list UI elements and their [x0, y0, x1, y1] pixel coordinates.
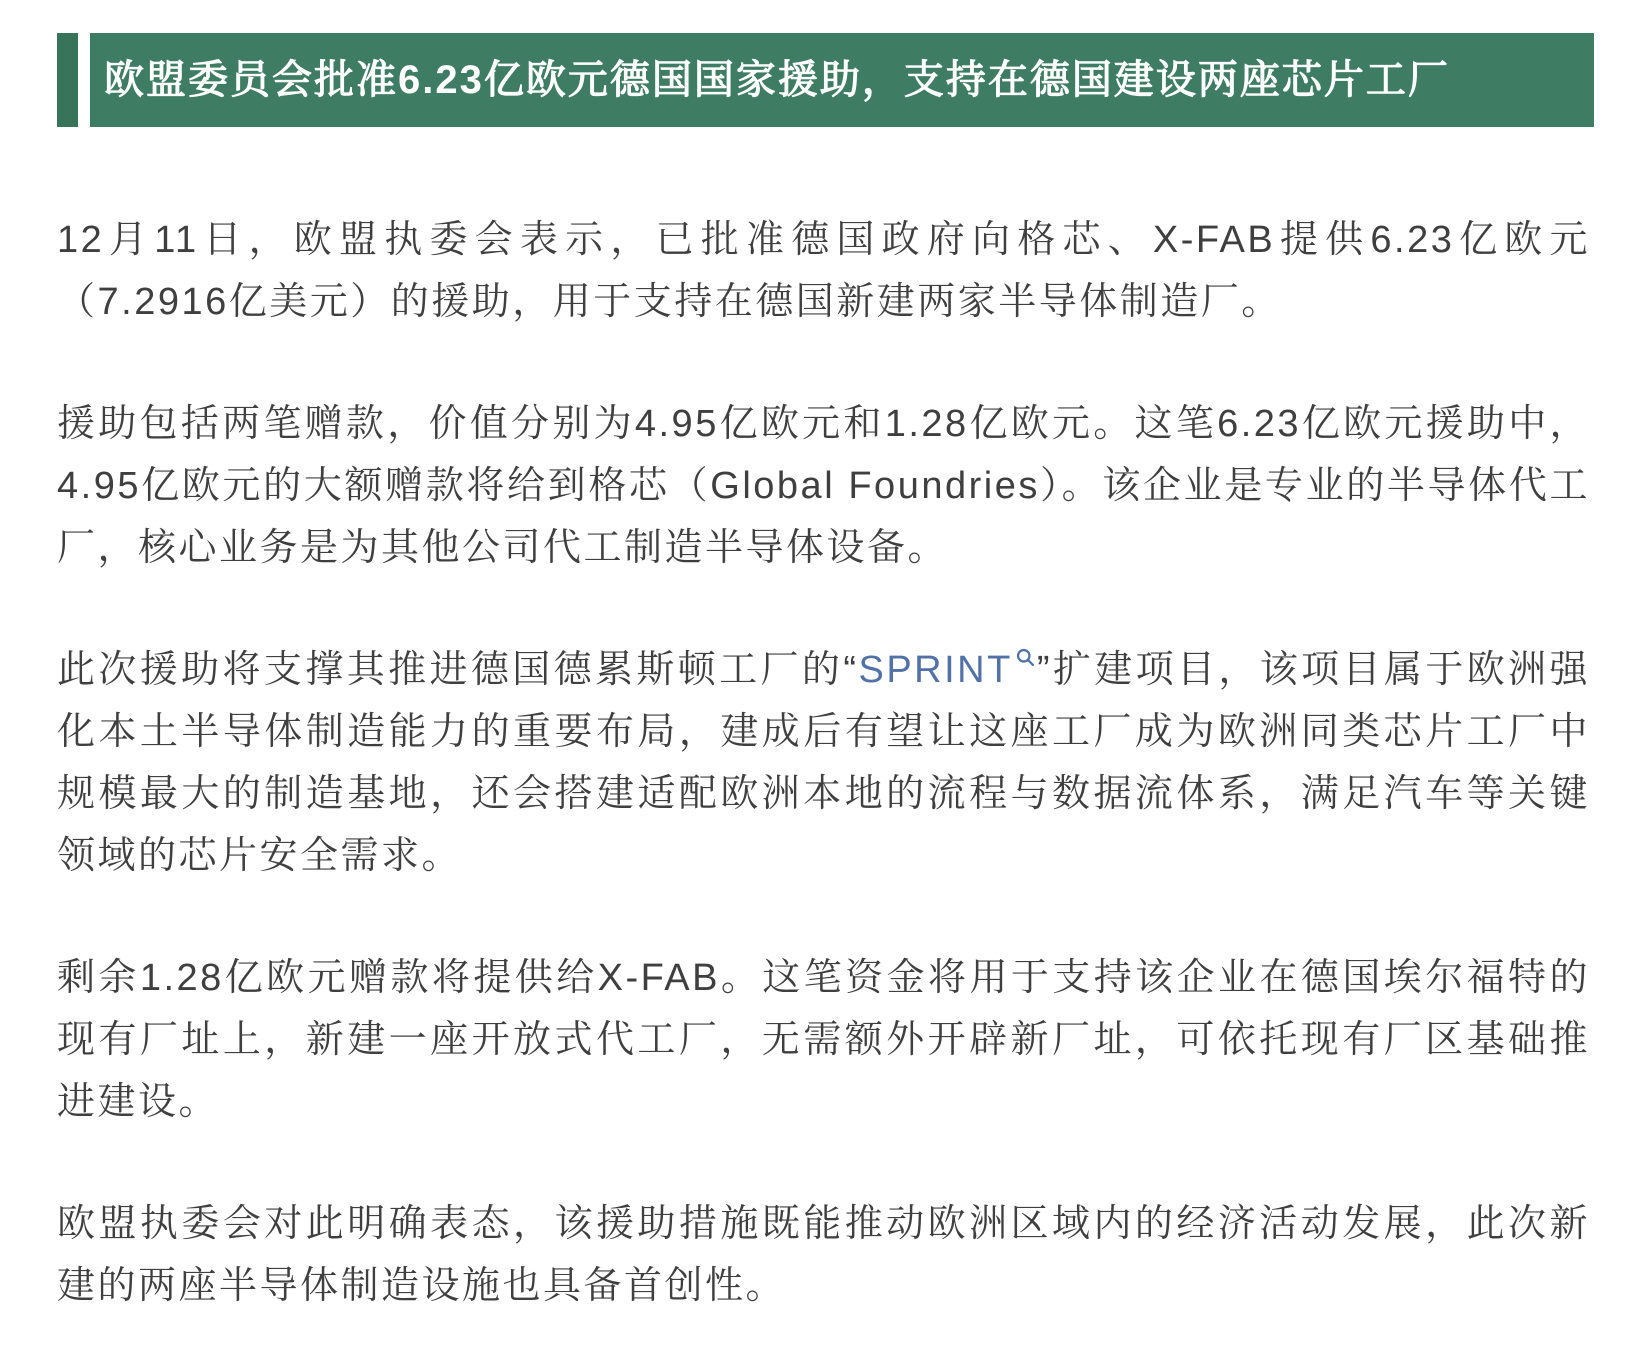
header-title-bar: [90, 33, 1594, 127]
paragraph-5: 欧盟执委会对此明确表态，该援助措施既能推动欧洲区域内的经济活动发展，此次新建的两座半导体制造设施也具备首创性。: [57, 1203, 1590, 1307]
header-accent-bar: [57, 33, 78, 127]
paragraph-1: 12月11日，欧盟执委会表示，已批准德国政府向格芯、X-FAB提供6.23亿欧元（7.2916亿美元）的援助，用于支持在德国新建两家半导体制造厂。: [57, 219, 1590, 323]
sprint-link[interactable]: [858, 649, 1036, 691]
paragraph-3-text-before: 此次援助将支撑其推进德国德累斯顿工厂的“: [57, 649, 859, 691]
paragraph-3-text-after: ”扩建项目，该项目属于欧洲强化本土半导体制造能力的重要布局，建成后有望让这座工厂成为欧洲同类芯片工厂中规模最大的制造基地，还会搭建适配欧洲本地的流程与数据流体系，满足汽车等关键领域的芯片安全需求。: [57, 649, 1590, 877]
page-title: 欧盟委员会批准6.23亿欧元德国国家援助，支持在德国建设两座芯片工厂: [104, 58, 1450, 102]
search-icon[interactable]: [1015, 647, 1036, 668]
paragraph-2: 援助包括两笔赠款，价值分别为4.95亿欧元和1.28亿欧元。这笔6.23亿欧元援助中，4.95亿欧元的大额赠款将给到格芯（Global Foundries）。该企业是专业的半导体代工厂，核心业务是为其他公司代工制造半导体设备。: [57, 403, 1590, 569]
sprint-link-label: SPRINT: [858, 649, 1013, 691]
article-body: [57, 209, 1590, 1317]
article-header: [57, 33, 1594, 127]
paragraph-3: [57, 639, 1590, 887]
paragraph-4: 剩余1.28亿欧元赠款将提供给X-FAB。这笔资金将用于支持该企业在德国埃尔福特的现有厂址上，新建一座开放式代工厂，无需额外开辟新厂址，可依托现有厂区基础推进建设。: [57, 957, 1590, 1123]
